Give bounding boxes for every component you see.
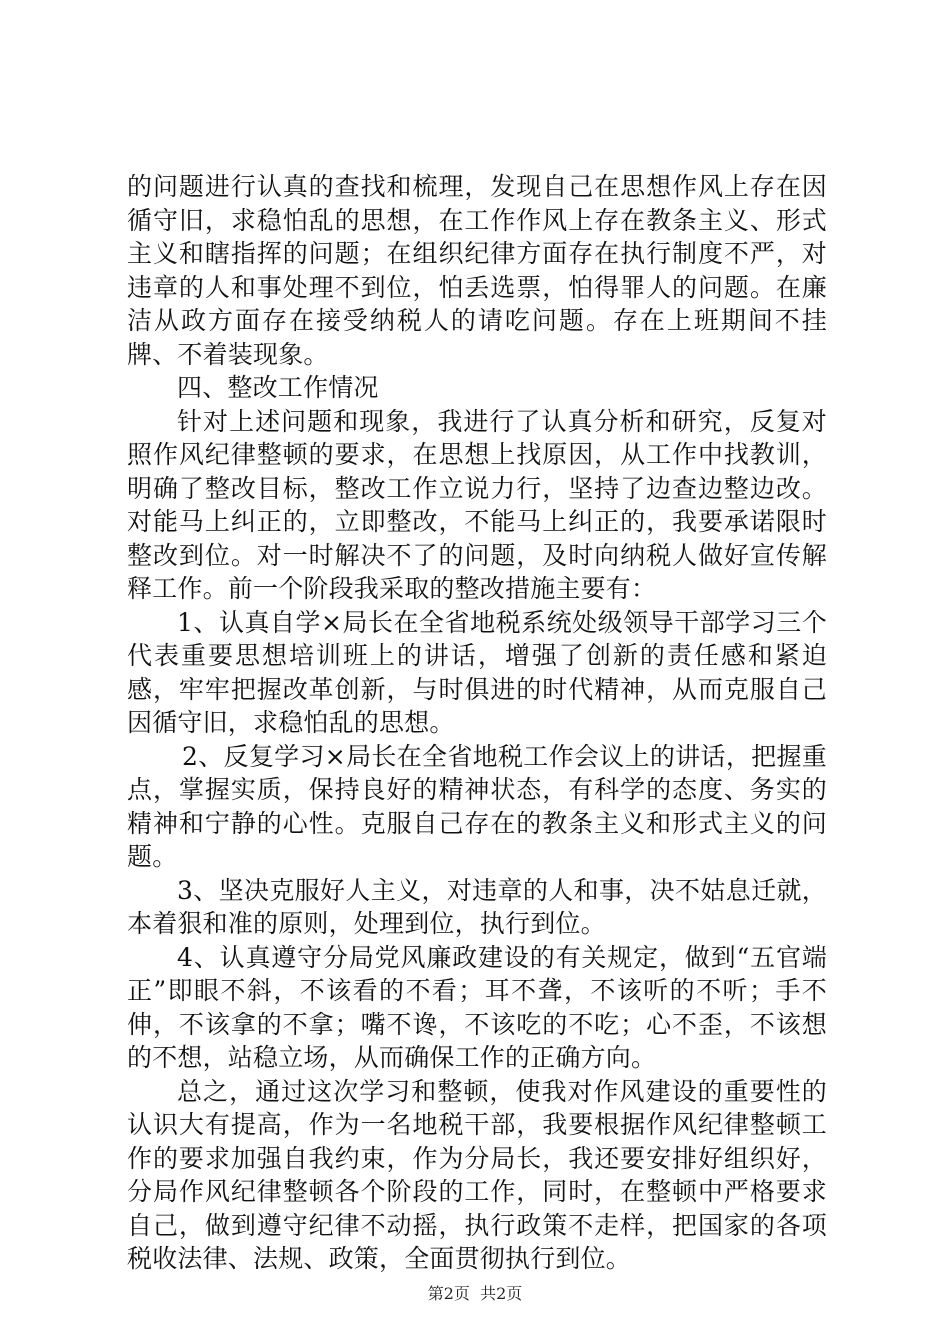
paragraph-conclusion: 总之，通过这次学习和整顿，使我对作风建设的重要性的认识大有提高，作为一名地税干部，我要根据作风纪律整顿工作的要求加强自我约束，作为分局长，我还要安排好组织好，分局作风纪律整顿各个阶段的工作，同时，在整顿中严格要求自己，做到遵守纪律不动摇，执行政策不走样，把国家的各项税收法律、法规、政策，全面贯彻执行到位。 [127, 1076, 827, 1273]
document-body [127, 170, 827, 1276]
paragraph-measure-4: 4、认真遵守分局党风廉政建设的有关规定，做到“五官端正”即眼不斜，不该看的不看；耳不聋，不该听的不听；手不伸，不该拿的不拿；嘴不谗，不该吃的不吃；心不歪，不该想的不想，站稳立场，从而确保工作的正确方向。 [127, 942, 827, 1072]
paragraph-measure-3: 3、坚决克服好人主义，对违章的人和事，决不姑息迁就，本着狠和准的原则，处理到位，执行到位。 [127, 875, 827, 938]
page-number: 第2页 共2页 [427, 1284, 523, 1303]
page-footer [0, 1284, 950, 1304]
paragraph-measure-1: 1、认真自学×局长在全省地税系统处级领导干部学习三个代表重要思想培训班上的讲话，增强了创新的责任感和紧迫感，牢牢把握改革创新，与时俱进的时代精神，从而克服自己因循守旧，求稳怕乱的思想。 [127, 607, 827, 737]
paragraph-measure-2: 2、反复学习×局长在全省地税工作会议上的讲话，把握重点，掌握实质，保持良好的精神状态，有科学的态度、务实的精神和宁静的心性。克服自己存在的教条主义和形式主义的问题。 [127, 741, 827, 871]
paragraph-problems-summary: 的问题进行认真的查找和梳理，发现自己在思想作风上存在因循守旧，求稳怕乱的思想，在工作作风上存在教条主义、形式主义和瞎指挥的问题；在组织纪律方面存在执行制度不严，对违章的人和事处理不到位，怕丢选票，怕得罪人的问题。在廉洁从政方面存在接受纳税人的请吃问题。存在上班期间不挂牌、不着装现象。 [127, 172, 827, 369]
section-heading-rectification: 四、整改工作情况 [177, 373, 379, 402]
paragraph-rectification-overview: 针对上述问题和现象，我进行了认真分析和研究，反复对照作风纪律整顿的要求，在思想上找原因，从工作中找教训，明确了整改目标，整改工作立说力行，坚持了边查边整边改。对能马上纠正的，立即整改，不能马上纠正的，我要承诺限时整改到位。对一时解决不了的问题，及时向纳税人做好宣传解释工作。前一个阶段我采取的整改措施主要有： [127, 406, 827, 603]
